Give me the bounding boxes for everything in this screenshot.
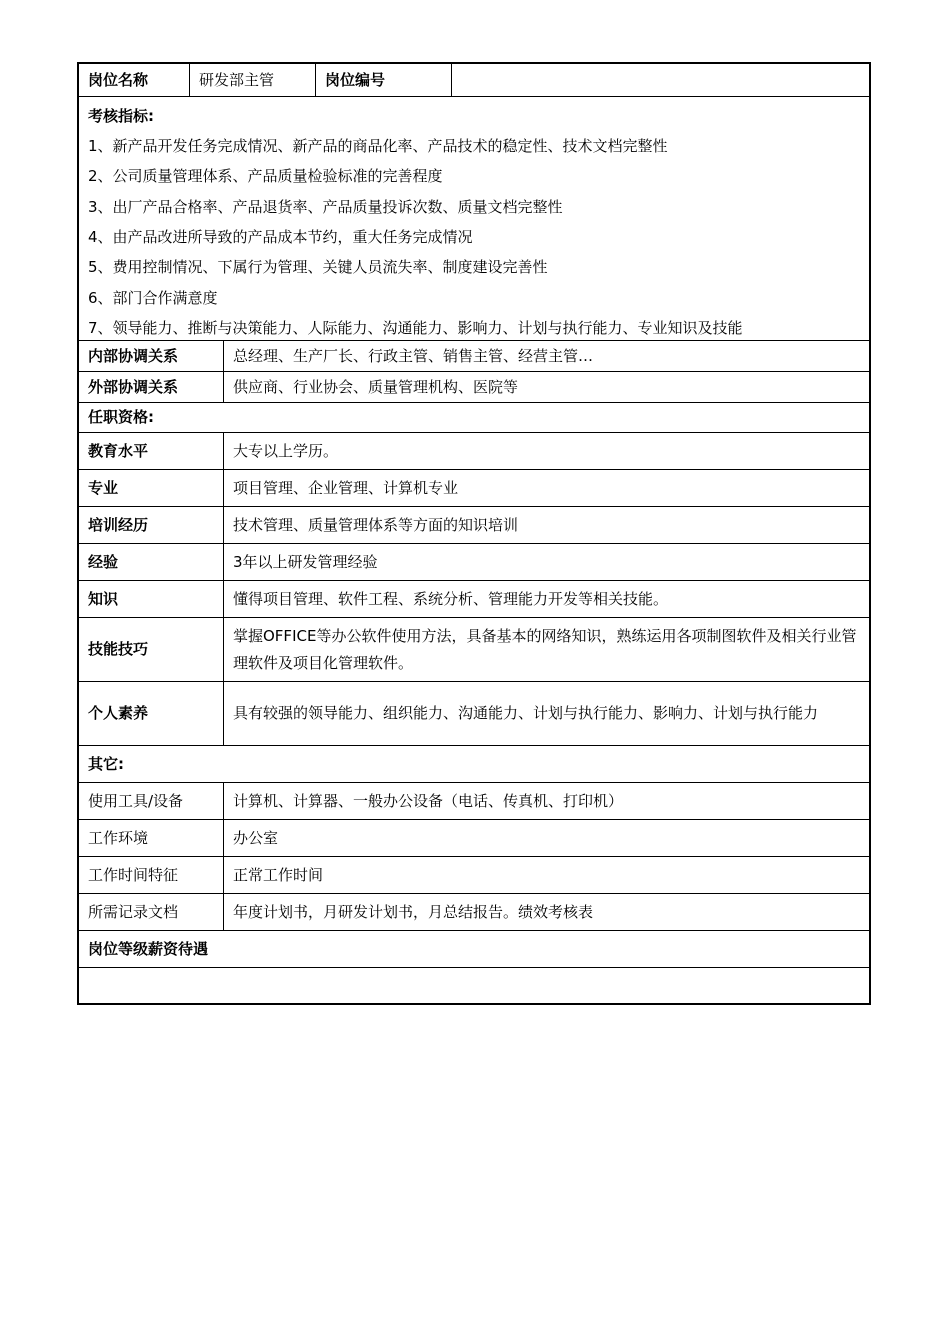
kpi-section (79, 97, 869, 341)
header-row (79, 64, 869, 97)
qualification-value: 大专以上学历。 (223, 433, 869, 469)
other-value: 正常工作时间 (223, 857, 869, 893)
other-value: 年度计划书，月研发计划书，月总结报告。绩效考核表 (223, 894, 869, 930)
qualification-label: 专业 (88, 478, 119, 497)
kpi-item: 2、公司质量管理体系、产品质量检验标准的完善程度 (88, 167, 443, 185)
internal-relations-value: 总经理、生产厂长、行政主管、销售主管、经营主管… (223, 341, 869, 371)
external-relations-row (79, 372, 869, 403)
qualification-row (79, 507, 869, 544)
other-row (79, 820, 869, 857)
salary-title: 岗位等级薪资待遇 (88, 939, 209, 958)
job-description-table (77, 62, 871, 1005)
qualification-row (79, 433, 869, 470)
other-value: 计算机、计算器、一般办公设备（电话、传真机、打印机） (223, 783, 869, 819)
qualification-value: 懂得项目管理、软件工程、系统分析、管理能力开发等相关技能。 (223, 581, 869, 617)
internal-relations-row (79, 341, 869, 372)
qualification-value: 技术管理、质量管理体系等方面的知识培训 (223, 507, 869, 543)
salary-value (79, 968, 869, 1003)
qualification-label: 教育水平 (88, 441, 149, 460)
qualification-label: 技能技巧 (88, 640, 149, 658)
qualification-value: 项目管理、企业管理、计算机专业 (223, 470, 869, 506)
external-relations-value: 供应商、行业协会、质量管理机构、医院等 (223, 372, 869, 402)
other-label: 使用工具/设备 (88, 791, 184, 810)
other-row (79, 894, 869, 931)
qualification-row (79, 581, 869, 618)
qualification-value: 3年以上研发管理经验 (223, 544, 869, 580)
qualifications-title: 任职资格: (88, 408, 154, 426)
qualification-row (79, 618, 869, 682)
post-name-label: 岗位名称 (88, 70, 149, 89)
qualification-row (79, 470, 869, 507)
internal-relations-label: 内部协调关系 (88, 346, 179, 365)
qualification-label: 培训经历 (88, 515, 149, 534)
qualification-value: 掌握OFFICE等办公软件使用方法，具备基本的网络知识，熟练运用各项制图软件及相关行业管理软件及项目化管理软件。 (223, 618, 869, 681)
post-code-value (451, 64, 869, 96)
qualification-row (79, 544, 869, 581)
kpi-item: 6、部门合作满意度 (88, 289, 218, 307)
salary-title-row (79, 931, 869, 968)
external-relations-label: 外部协调关系 (88, 377, 179, 396)
qualifications-title-row (79, 403, 869, 433)
qualification-row (79, 682, 869, 746)
other-title-row (79, 746, 869, 783)
other-label: 工作时间特征 (88, 865, 179, 884)
post-name-value: 研发部主管 (189, 64, 315, 96)
other-title: 其它: (88, 754, 124, 773)
kpi-title: 考核指标: (88, 107, 154, 125)
qualification-label: 经验 (88, 552, 119, 571)
kpi-item: 3、出厂产品合格率、产品退货率、产品质量投诉次数、质量文档完整性 (88, 198, 563, 216)
other-row (79, 857, 869, 894)
other-row (79, 783, 869, 820)
other-value: 办公室 (223, 820, 869, 856)
qualification-value: 具有较强的领导能力、组织能力、沟通能力、计划与执行能力、影响力、计划与执行能力 (223, 682, 869, 745)
post-code-label: 岗位编号 (315, 64, 451, 96)
kpi-item: 4、由产品改进所导致的产品成本节约，重大任务完成情况 (88, 228, 473, 246)
other-label: 工作环境 (88, 828, 149, 847)
salary-value-row (79, 968, 869, 1003)
other-label: 所需记录文档 (88, 902, 179, 921)
kpi-item: 7、领导能力、推断与决策能力、人际能力、沟通能力、影响力、计划与执行能力、专业知识及技能 (88, 319, 743, 337)
kpi-item: 5、费用控制情况、下属行为管理、关键人员流失率、制度建设完善性 (88, 258, 548, 276)
qualification-label: 知识 (88, 589, 119, 608)
qualification-label: 个人素养 (88, 704, 149, 722)
kpi-item: 1、新产品开发任务完成情况、新产品的商品化率、产品技术的稳定性、技术文档完整性 (88, 137, 668, 155)
